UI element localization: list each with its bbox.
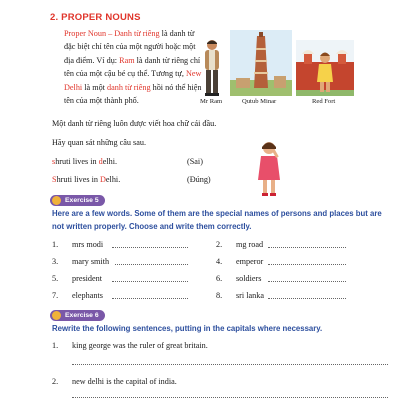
caption-mr-ram: Mr Ram (200, 98, 223, 105)
exercise-6-badge: Exercise 6 (50, 310, 105, 321)
section-title: 2. PROPER NOUNS (50, 12, 141, 23)
rule-text: Một danh từ riêng luôn được viết hoa chữ cái đầu. (52, 119, 217, 128)
red-fort-illustration (296, 40, 354, 96)
ex5-answer-4[interactable] (268, 264, 346, 265)
caption-red-fort: Red Fort (312, 98, 336, 105)
intro-text-4: hồi nó thể hiện tên của một thành phố. (64, 82, 202, 106)
exercise-icon (52, 311, 61, 320)
ex5-answer-1[interactable] (112, 247, 188, 248)
exercise-6-instruction: Rewrite the following sentences, putting in the capitals where necessary. (52, 324, 323, 333)
intro-paragraph (64, 27, 204, 107)
caption-qutub-minar: Qutub Minar (242, 98, 277, 105)
ex5-item-5: 5. president (52, 274, 103, 283)
ex6-item-2: 2. new delhi is the capital of india. (52, 377, 177, 386)
ex5-item-1: 1. mrs modi (52, 240, 104, 249)
intro-highlight-ram: Ram (119, 55, 135, 65)
example-wrong: shruti lives in delhi. (Sai) (52, 157, 203, 166)
girl-thinking-illustration (255, 140, 283, 198)
ex5-item-2: 2. mg road (216, 240, 264, 249)
intro-text-1: là danh từ đặc biệt chỉ tên của một người hoặc một địa điểm. Ví dụ: (64, 29, 196, 65)
example-correct-tag: (Đúng) (187, 175, 211, 184)
intro-text-3: là một (82, 82, 107, 92)
ex6-answer-line-1[interactable] (72, 364, 388, 365)
ex5-item-7: 7. elephants (52, 291, 103, 300)
ex6-item-1: 1. king george was the ruler of great britain. (52, 341, 208, 350)
observe-text: Hãy quan sát những câu sau. (52, 138, 147, 147)
ex5-answer-3[interactable] (115, 264, 188, 265)
ex5-item-8: 8. sri lanka (216, 291, 264, 300)
qutub-minar-illustration (230, 30, 292, 96)
exercise-icon (52, 196, 61, 205)
exercise-5-badge: Exercise 5 (50, 195, 105, 206)
ex6-answer-line-2[interactable] (72, 397, 388, 398)
ex5-item-4: 4. emperor (216, 257, 264, 266)
ex5-answer-2[interactable] (268, 247, 346, 248)
intro-highlight-new-delhi: New Delhi (64, 69, 202, 92)
example-correct: Shruti lives in Delhi. (Đúng) (52, 175, 211, 184)
exercise-5-instruction: Here are a few words. Some of them are the special names of persons and places but are not written properly. Choose and write them correctly. (52, 209, 382, 232)
example-wrong-tag: (Sai) (187, 157, 203, 166)
mr-ram-illustration (200, 38, 224, 98)
illustrations (196, 20, 396, 108)
ex5-answer-8[interactable] (268, 298, 346, 299)
intro-text-2: là danh từ riêng chỉ tên của một cậu bé cụ thể. Tương tự, (64, 55, 201, 79)
ex5-answer-5[interactable] (112, 281, 188, 282)
ex5-answer-7[interactable] (112, 298, 188, 299)
ex5-item-6: 6. soldiers (216, 274, 262, 283)
ex5-answer-6[interactable] (268, 281, 346, 282)
ex5-item-3: 3. mary smith (52, 257, 110, 266)
intro-highlight-proper-noun: Proper Noun – Danh từ riêng (64, 29, 160, 38)
intro-highlight-danh-tu-rieng: danh từ riêng (107, 82, 151, 92)
